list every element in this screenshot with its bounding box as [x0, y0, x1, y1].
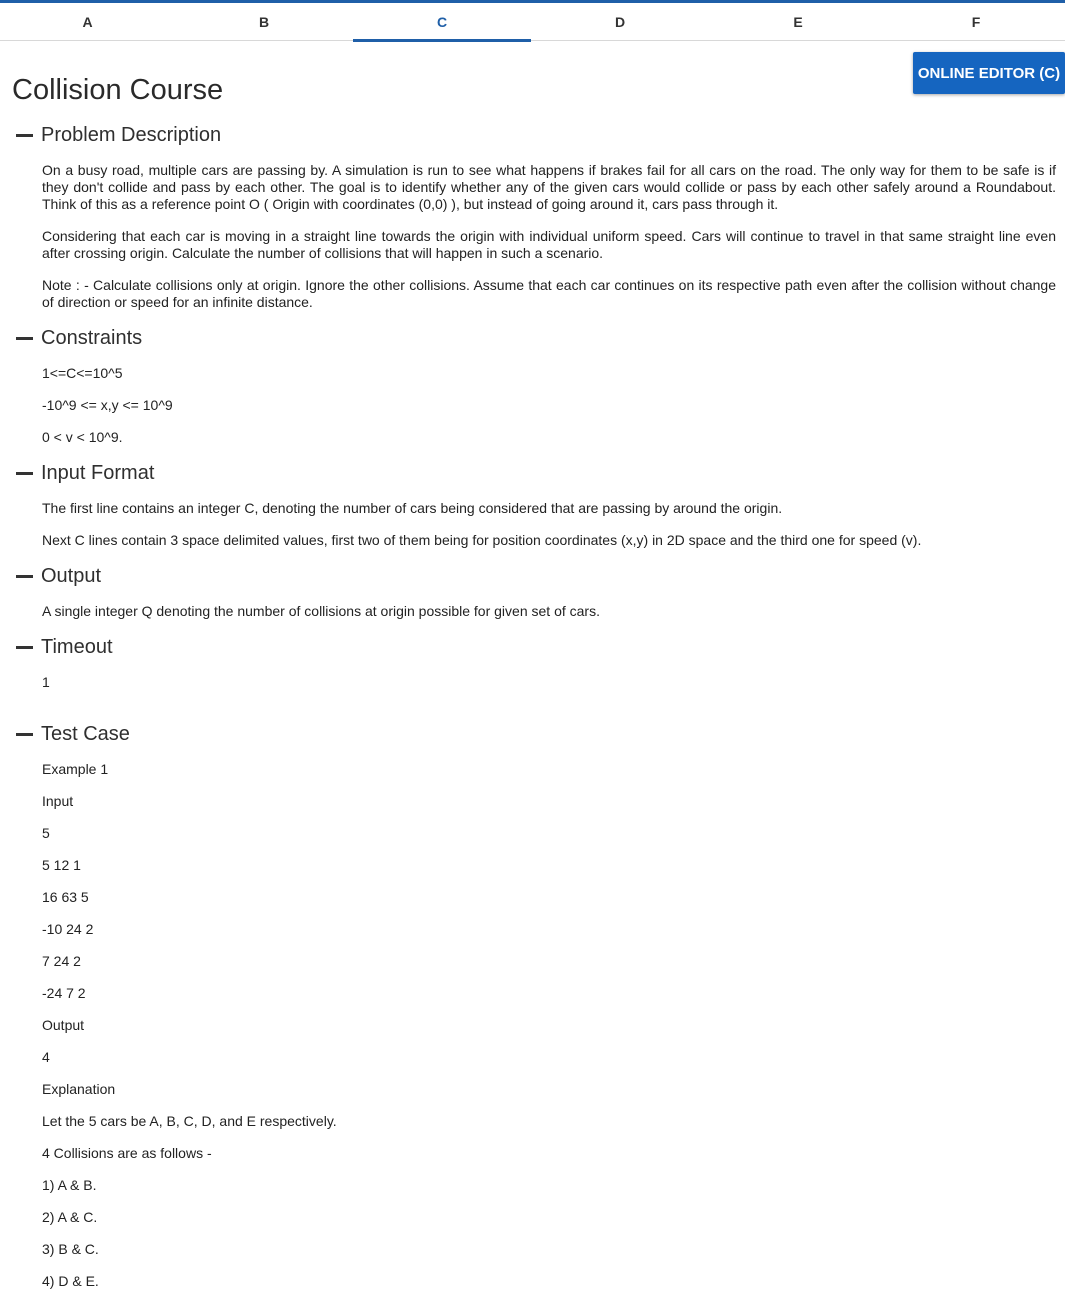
test-case-line: Output: [42, 1017, 85, 1033]
input-format-line: Next C lines contain 3 space delimited values, first two of them being for position coordinates (x,y) in 2D space and the third one for speed (v).: [42, 532, 922, 548]
tab-f[interactable]: F: [971, 14, 981, 30]
description-paragraph: Note : - Calculate collisions only at origin. Ignore the other collisions. Assume that each car continues on its respective path even after the collision without change of direction or speed for an infinite distance.: [42, 277, 1056, 310]
section-header-constraints[interactable]: [16, 325, 142, 351]
section-title: Constraints: [41, 326, 143, 349]
collapse-icon: [16, 575, 33, 578]
problem-tabs: [0, 3, 1065, 41]
constraint-line: -10^9 <= x,y <= 10^9: [42, 397, 173, 413]
input-format-line: The first line contains an integer C, denoting the number of cars being considered that are passing by around the origin.: [42, 500, 783, 516]
test-case-line: 2) A & C.: [42, 1209, 98, 1225]
test-case-line: 4 Collisions are as follows -: [42, 1145, 212, 1161]
section-header-output[interactable]: [16, 563, 101, 589]
test-case-line: 3) B & C.: [42, 1241, 99, 1257]
section-header-input-format[interactable]: [16, 460, 154, 486]
test-case-line: Input: [42, 793, 74, 809]
tab-d[interactable]: D: [614, 14, 626, 30]
collapse-icon: [16, 337, 33, 340]
section-title: Input Format: [41, 461, 155, 484]
tab-c[interactable]: C: [353, 3, 531, 40]
section-header-description[interactable]: [16, 122, 221, 148]
test-case-line: 5: [42, 825, 50, 841]
constraint-line: 1<=C<=10^5: [42, 365, 123, 381]
section-title: Output: [41, 564, 102, 587]
section-title: Timeout: [41, 635, 113, 658]
section-title: Problem Description: [41, 123, 222, 146]
section-header-test-case[interactable]: [16, 721, 130, 747]
test-case-line: 5 12 1: [42, 857, 81, 873]
description-paragraph: On a busy road, multiple cars are passing by. A simulation is run to see what happens if brakes fail for all cars on the road. The only way for them to be safe is if they don't collide and pass by each other. The goal is to identify whether any of the given cars would collide or pass by each other safely around a Roundabout. Think of this as a reference point O ( Origin with coordinates (0,0) ), but instead of going around it, cars pass through it.: [42, 162, 1056, 212]
description-paragraph: Considering that each car is moving in a straight line towards the origin with individual uniform speed. Cars will continue to travel in that same straight line even after crossing origin. Calculate the number of collisions that will happen in such a scenario.: [42, 228, 1056, 261]
test-case-line: Explanation: [42, 1081, 116, 1097]
test-case-line: 4) D & E.: [42, 1273, 99, 1289]
section-header-timeout[interactable]: [16, 634, 113, 660]
tab-b[interactable]: B: [258, 14, 270, 30]
test-case-line: -10 24 2: [42, 921, 94, 937]
timeout-value: 1: [42, 674, 50, 690]
page-title: Collision Course: [12, 74, 224, 106]
section-title: Test Case: [41, 722, 130, 745]
constraint-line: 0 < v < 10^9.: [42, 429, 123, 445]
test-case-line: 1) A & B.: [42, 1177, 97, 1193]
test-case-line: 4: [42, 1049, 50, 1065]
test-case-line: -24 7 2: [42, 985, 86, 1001]
output-line: A single integer Q denoting the number of collisions at origin possible for given set of cars.: [42, 603, 600, 619]
collapse-icon: [16, 134, 33, 137]
test-case-line: Let the 5 cars be A, B, C, D, and E respectively.: [42, 1113, 337, 1129]
test-case-line: 16 63 5: [42, 889, 89, 905]
collapse-icon: [16, 733, 33, 736]
collapse-icon: [16, 472, 33, 475]
online-editor-button[interactable]: ONLINE EDITOR (C): [913, 52, 1065, 94]
tab-a[interactable]: A: [82, 14, 93, 30]
collapse-icon: [16, 646, 33, 649]
test-case-line: Example 1: [42, 761, 109, 777]
test-case-line: 7 24 2: [42, 953, 81, 969]
tab-e[interactable]: E: [793, 14, 803, 30]
